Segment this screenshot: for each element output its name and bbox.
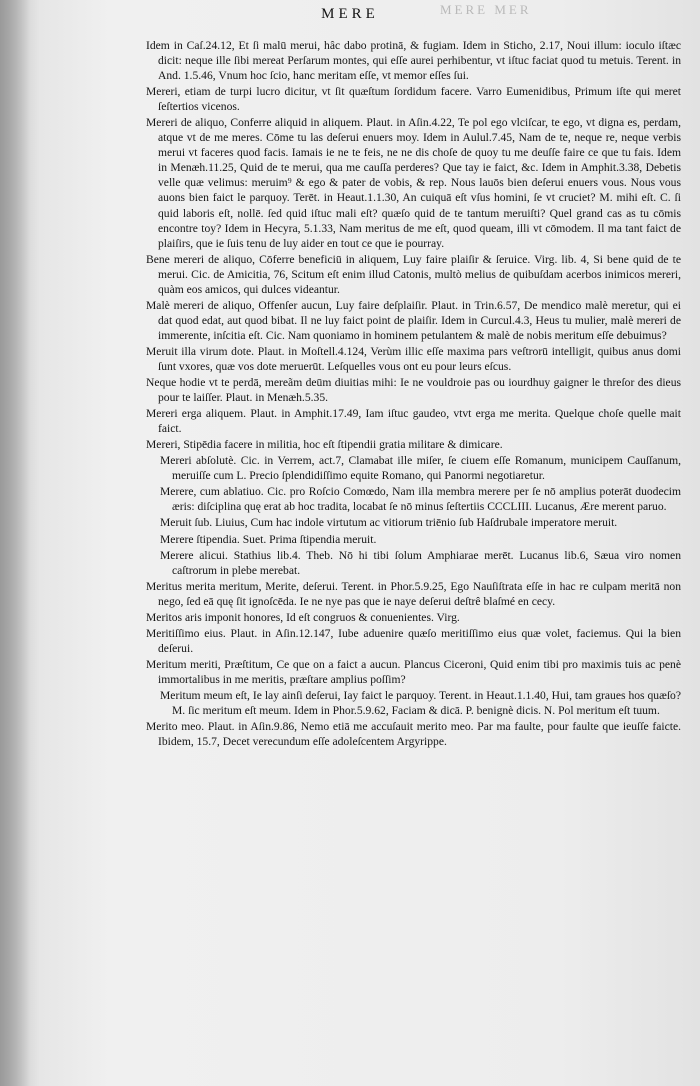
dictionary-entry: Bene mereri de aliquo, Cōferre beneficiū in aliquem, Luy faire plaiſir & ſeruice. Virg. lib. 4, Si bene quid de te merui. Cic. de Amicitia, 76, Scitum eſt enim illud Catonis, multò melius de quibuſdam acerbos inimicos mereri, quàm eos amicos, qui dulces videantur. [146,252,681,296]
dictionary-entry: Idem in Caſ.24.12, Et ſi malū merui, hâc dabo protinā, & fugiam. Idem in Sticho, 2.17, Noui illum: ioculo iſtæc dicit: neque ille ſibi mereat Perſarum montes, qui eſſe aurei perhibentur, vt iſtuc faciat quod tu metuis. Terent. in And. 1.5.46, Vnum hoc ſcio, hanc meritam eſſe, vt memor eſſes ſui. [146,39,681,83]
dictionary-entry: Mereri, etiam de turpi lucro dicitur, vt ſit quæſtum ſordidum facere. Varro Eumenidibus, Primum iſte qui meret ſeſtertios vicenos. [146,85,681,114]
dictionary-entry: Meruit illa virum dote. Plaut. in Moſtell.4.124, Verùm illic eſſe maxima pars veſtrorū intelligit, quibus anus domi ſunt vxores, quæ vos dote meruerūt. Leſquelles vous ont eu pour leurs eſcus. [146,344,681,373]
dictionary-entry: Malè mereri de aliquo, Offenſer aucun, Luy faire deſplaiſir. Plaut. in Trin.6.57, De mendico malè meretur, qui ei dat quod edat, aut quod bibat. Il ne luy faict point de plaiſir. Idem in Curcul.4.3, Heus tu mulier, malè mereri de immerente, inſcitia eſt. Cic. Nam quoniamo in hominem petulantem & malè de nobis meritum eſſe debuimus? [146,298,681,342]
running-head: MERE [321,6,379,22]
dictionary-entry: Meritum meum eſt, Ie lay ainſi deſerui, Iay faict le parquoy. Terent. in Heaut.1.1.40, Hui, tam graues hos quæſo? M. ſic meritum eſt meum. Idem in Phor.5.9.62, Faciam & dicā. P. benignè dicis. N. Pol meritum eſt tuum. [160,688,681,718]
dictionary-entry: Mereri abſolutè. Cic. in Verrem, act.7, Clamabat ille miſer, ſe ciuem eſſe Romanum, municipem Cauſſanum, meruiſſe cum L. Precio ſplendidiſſimo equite Romano, qui Panormi negotiaretur. [160,454,681,483]
show-through-heading: MERE MER [440,2,532,17]
dictionary-entry: Meritum meriti, Præſtitum, Ce que on a faict a aucun. Plancus Ciceroni, Quid enim tibi pro maximis tuis ac penè immortalibus in me meritis, præſtare amplius poſſim? [146,657,681,686]
dictionary-entry: Meruit ſub. Liuius, Cum hac indole virtutum ac vitiorum triēnio ſub Haſdrubale imperatore meruit. [160,516,618,530]
dictionary-entry: Neque hodie vt te perdā, mereãm deūm diuitias mihi: Ie ne vouldroie pas ou iourdhuy gaigner le threſor des dieus pour te laiſſer. Plaut. in Menæh.5.35. [146,376,681,405]
dictionary-entry: Meritus merita meritum, Merite, deſerui. Terent. in Phor.5.9.25, Ego Nauſiſtrata eſſe in hac re culpam meritā non nego, ſed eā quę ſit ignoſcēda. Ie ne nye pas que ie naye deſerui deſtrê blaſmé en cecy. [146,579,681,608]
dictionary-entry: Mereri de aliquo, Conferre aliquid in aliquem. Plaut. in Aſin.4.22, Te pol ego vlciſcar, te ego, vt digna es, perdam, atque vt de me meres. Cōme tu las deſerui enuers moy. Idem in Aulul.7.45, Nam de te, neque re, neque verbis merui vt faceres quod facis. Iamais ie ne te feis, ne ne dis choſe de quoy tu me deuſſe faire ce que tu fais. Idem in Menæh.11.25, Quid de te merui, qua me cauſſa perderes? Que tay ie faict, &c. Idem in Amphit.3.38, Debetis velle quæ velimus: meruim⁹ & ego & pater de vobis, & rep. Nous lauōs bien deſerui enuers vous. Nous vous auons bien faict le parquoy. Terēt. in Heaut.1.1.30, An cuiquā eſt vſus homini, ſe vt cruciet? M. mihi eſt. C. ſi quid laboris eſt, nollē. ſed quid iſtuc mali eſt? quæſo quid de te tantum meruiſti? Quel grand cas as tu cōmis encontre toy? Idem in Hecyra, 5.1.33, Nam meritus de me eſt, quod queam, illi vt cōmodem. Il ma tant faict de plaiſirs, que ie ſuis tenu de luy aider en tout ce que ie pourray. [146,116,681,250]
dictionary-entry: Mereri erga aliquem. Plaut. in Amphit.17.49, Iam iſtuc gaudeo, vtvt erga me merita. Quelque choſe quelle mait faict. [146,407,681,436]
dictionary-entry: Meritiſſimo eius. Plaut. in Aſin.12.147, Iube aduenire quæſo meritiſſimo eius quæ volet, faciemus. Qui la bien deſerui. [146,626,681,655]
dictionary-entry: Merere ſtipendia. Suet. Prima ſtipendia meruit. [160,532,377,546]
dictionary-entry: Merere, cum ablatiuo. Cic. pro Roſcio Comœdo, Nam illa membra merere per ſe nō amplius poterāt duodecim æris: diſciplina quę erat ab hoc tradita, locabat ſe nō minus ſeſtertiis CCCLIII. Lucanus, Ære merent paruo. [160,485,681,514]
dictionary-text [146,38,681,750]
dictionary-entry: Meritos aris imponit honores, Id eſt congruos & conuenientes. Virg. [146,610,460,624]
dictionary-entry: Mereri, Stipēdia facere in militia, hoc eſt ſtipendii gratia militare & dimicare. [146,438,503,452]
dictionary-entry: Merere alicui. Stathius lib.4. Theb. Nō hi tibi ſolum Amphiarae merēt. Lucanus lib.6, Sæua viro nomen caſtrorum in plebe merebat. [160,548,681,577]
dictionary-entry: Merito meo. Plaut. in Aſin.9.86, Nemo etiā me accuſauit merito meo. Par ma faulte, pour faulte que ieuſſe faicte. Ibidem, 15.7, Decet verecundum eſſe adoleſcentem Argyrippe. [146,720,681,749]
